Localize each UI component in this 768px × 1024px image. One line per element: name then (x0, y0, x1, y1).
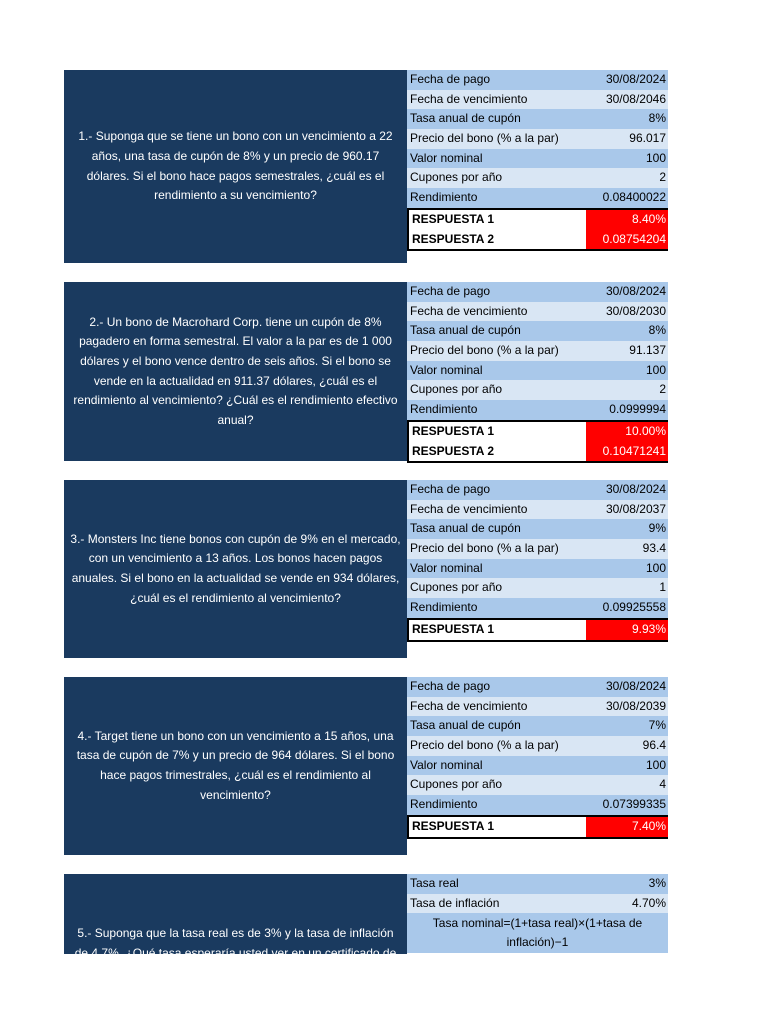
row-value: 91.137 (629, 343, 666, 358)
row-value: 30/08/2024 (605, 284, 666, 298)
row-label: Fecha de pago (410, 679, 491, 693)
answers-group (407, 208, 668, 251)
problem-block-5 (64, 874, 668, 980)
table-row (407, 578, 668, 598)
row-label: Fecha de pago (410, 284, 491, 298)
question-text: 3.- Monsters Inc tiene bonos con cupón de 9% en el mercado, con un vencimiento a 13 años. Los bonos hacen pagos anuales. Si el bono en la actualidad se vende en 934 dólares, ¿cuál es el rendimiento al vencimiento? (70, 531, 401, 605)
answer-label: RESPUESTA 1 (407, 210, 586, 230)
row-label: Precio del bono (% a la par) (410, 131, 559, 146)
row-label: Cupones por año (410, 170, 503, 185)
table-row (407, 282, 668, 302)
row-value: 93.4 (642, 541, 666, 556)
table-row (407, 716, 668, 736)
question-text: 4.- Target tiene un bono con un vencimiento a 15 años, una tasa de cupón de 7% y un precio de 964 dólares. Si el bono hace pagos trimestrales, ¿cuál es el rendimiento al vencimiento? (76, 728, 395, 802)
row-label: Valor nominal (410, 560, 483, 575)
table-row (407, 109, 668, 129)
answers-group (407, 618, 668, 642)
problem-statement (64, 282, 407, 461)
row-value: 8% (648, 111, 666, 126)
row-label: Fecha de pago (410, 72, 491, 86)
row-value: 100 (645, 362, 666, 377)
question-text: 2.- Un bono de Macrohard Corp. tiene un cupón de 8% pagadero en forma semestral. El valor a la par es de 1 000 dólares y el bono vence dentro de seis años. Si el bono se vende en la actualidad en 911.37 dólares, ¿cuál es el rendimiento al vencimiento? ¿Cuál es el rendimiento efectivo anual? (73, 314, 398, 427)
row-label: Precio del bono (% a la par) (410, 343, 559, 358)
row-label: Cupones por año (410, 580, 503, 595)
answer-label: RESPUESTA 2 (407, 230, 586, 250)
row-value: 30/08/2024 (605, 72, 666, 86)
problem-block-2 (64, 282, 668, 461)
data-table (407, 480, 668, 642)
row-label: Cupones por año (410, 382, 503, 397)
table-row (407, 168, 668, 188)
row-label: Fecha de vencimiento (410, 91, 528, 106)
answer-row (407, 230, 668, 250)
row-value: 30/08/2046 (605, 91, 666, 106)
row-label: Fecha de vencimiento (410, 698, 528, 713)
row-value: 7% (648, 718, 666, 733)
row-label: Valor nominal (410, 362, 483, 377)
table-row (407, 302, 668, 322)
problem-block-3 (64, 480, 668, 658)
table-row (407, 188, 668, 208)
table-row (407, 795, 668, 815)
row-label: Cupones por año (410, 777, 503, 792)
answers-group (407, 420, 668, 463)
answer-row (407, 422, 668, 442)
row-label: Tasa anual de cupón (410, 521, 521, 536)
answer-value: 9.93% (586, 620, 668, 640)
problem-block-1 (64, 70, 668, 263)
row-label: Precio del bono (% a la par) (410, 738, 559, 753)
answer-label: RESPUESTA 1 (407, 620, 586, 640)
row-value: 8% (648, 323, 666, 338)
table-row (407, 70, 668, 90)
row-label: Rendimiento (410, 600, 478, 615)
row-value: 96.017 (629, 131, 666, 146)
row-value: 100 (645, 757, 666, 772)
row-value: 30/08/2030 (605, 303, 666, 318)
row-value: 1 (659, 580, 666, 595)
data-table (407, 282, 668, 463)
row-value: 30/08/2024 (605, 679, 666, 693)
row-label: Precio del bono (% a la par) (410, 541, 559, 556)
row-value: 2 (659, 170, 666, 185)
table-row (407, 697, 668, 717)
data-table (407, 874, 668, 953)
row-value: 0.08400022 (602, 190, 666, 205)
formula-cell: Tasa nominal=(1+tasa real)×(1+tasa de inflación)−1 (407, 913, 668, 953)
table-row (407, 677, 668, 697)
answer-value: 10.00% (586, 422, 668, 442)
row-label: Valor nominal (410, 150, 483, 165)
problem-block-4 (64, 677, 668, 855)
row-value: 3% (648, 876, 666, 890)
row-label: Rendimiento (410, 190, 478, 205)
answer-row (407, 442, 668, 462)
problem-statement (64, 480, 407, 658)
answer-row (407, 817, 668, 837)
row-value: 30/08/2024 (605, 482, 666, 496)
row-label: Tasa de inflación (410, 895, 500, 910)
row-label: Fecha de vencimiento (410, 501, 528, 516)
problem-statement (64, 70, 407, 263)
table-row (407, 480, 668, 500)
question-text: 5.- Suponga que la tasa real es de 3% y la tasa de inflación de 4.7%. ¿Qué tasa esperaría usted ver en un certificado de la (74, 926, 397, 980)
table-row (407, 341, 668, 361)
table-row (407, 756, 668, 776)
answer-row (407, 210, 668, 230)
row-value: 30/08/2039 (605, 698, 666, 713)
answer-value: 8.40% (586, 210, 668, 230)
table-row (407, 559, 668, 579)
table-row (407, 321, 668, 341)
table-row (407, 400, 668, 420)
table-row (407, 149, 668, 169)
row-label: Tasa anual de cupón (410, 718, 521, 733)
data-table (407, 70, 668, 251)
table-row (407, 129, 668, 149)
table-row (407, 539, 668, 559)
table-row (407, 874, 668, 894)
row-value: 100 (645, 560, 666, 575)
answer-label: RESPUESTA 2 (407, 442, 586, 462)
problem-statement (64, 874, 407, 980)
data-table (407, 677, 668, 839)
row-value: 4 (659, 777, 666, 792)
table-row (407, 500, 668, 520)
table-row (407, 361, 668, 381)
problem-statement (64, 677, 407, 855)
answers-group (407, 815, 668, 839)
answer-row (407, 620, 668, 640)
row-label: Valor nominal (410, 757, 483, 772)
answer-value: 7.40% (586, 817, 668, 837)
answer-value: 0.10471241 (586, 442, 668, 462)
row-value: 30/08/2037 (605, 501, 666, 516)
row-value: 0.09925558 (602, 600, 666, 615)
row-label: Fecha de pago (410, 482, 491, 496)
row-value: 96.4 (642, 738, 666, 753)
answer-label: RESPUESTA 1 (407, 422, 586, 442)
question-text: 1.- Suponga que se tiene un bono con un vencimiento a 22 años, una tasa de cupón de 8% y un precio de 960.17 dólares. Si el bono hace pagos semestrales, ¿cuál es el rendimiento a su vencimiento? (78, 129, 393, 203)
table-row (407, 380, 668, 400)
table-row (407, 519, 668, 539)
row-value: 0.07399335 (602, 797, 666, 812)
table-row (407, 894, 668, 914)
row-label: Rendimiento (410, 797, 478, 812)
answer-value: 0.08754204 (586, 230, 668, 250)
table-row (407, 775, 668, 795)
row-label: Tasa real (410, 876, 459, 890)
row-label: Rendimiento (410, 402, 478, 417)
answer-label: RESPUESTA 1 (407, 817, 586, 837)
row-label: Tasa anual de cupón (410, 323, 521, 338)
table-row (407, 90, 668, 110)
row-value: 4.70% (631, 895, 666, 910)
row-value: 100 (645, 150, 666, 165)
table-row (407, 736, 668, 756)
row-value: 0.0999994 (609, 402, 666, 417)
table-row (407, 598, 668, 618)
row-label: Fecha de vencimiento (410, 303, 528, 318)
row-value: 2 (659, 382, 666, 397)
row-value: 9% (648, 521, 666, 536)
row-label: Tasa anual de cupón (410, 111, 521, 126)
